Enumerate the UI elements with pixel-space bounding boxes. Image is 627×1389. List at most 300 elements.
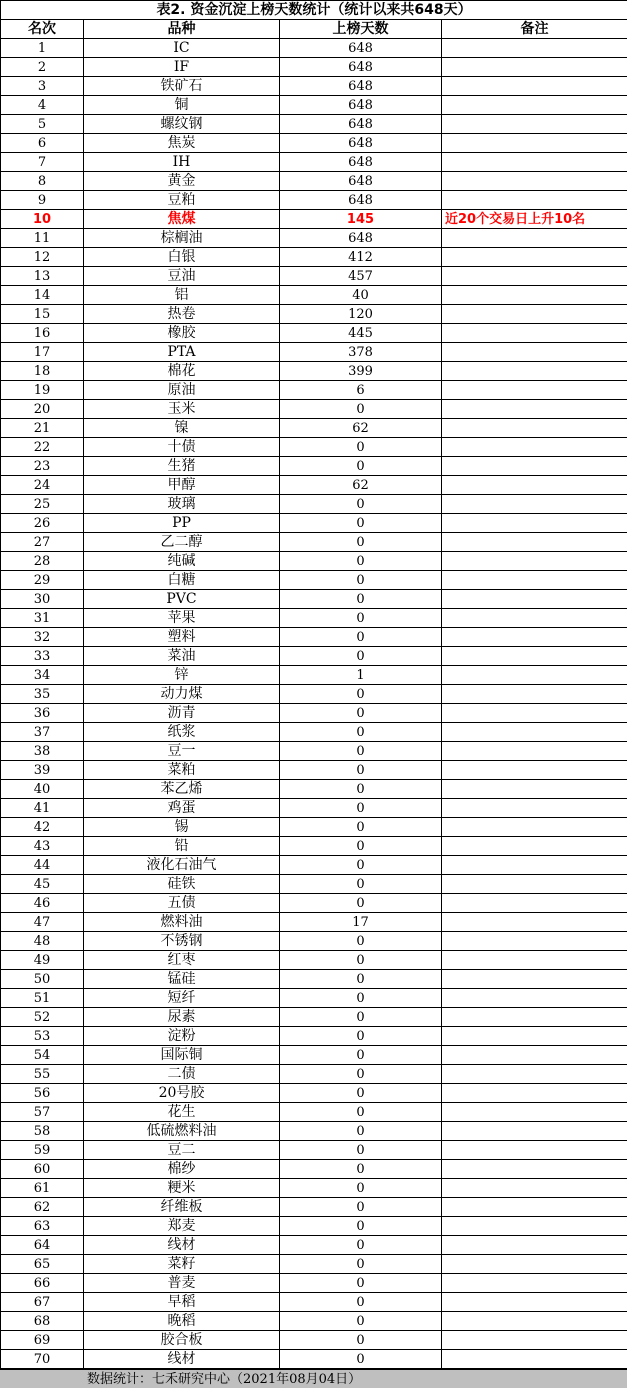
cell-note <box>442 1160 627 1179</box>
cell-rank: 49 <box>1 951 84 970</box>
cell-variety: 铁矿石 <box>84 77 280 96</box>
cell-rank: 15 <box>1 305 84 324</box>
cell-variety: IH <box>84 153 280 172</box>
table-row <box>1 1350 627 1369</box>
header-variety: 品种 <box>84 20 280 39</box>
cell-rank: 5 <box>1 115 84 134</box>
table-row <box>1 761 627 780</box>
cell-note <box>442 191 627 210</box>
cell-variety: 生猪 <box>84 457 280 476</box>
cell-days: 0 <box>280 685 442 704</box>
cell-note <box>442 1255 627 1274</box>
cell-rank: 39 <box>1 761 84 780</box>
table-row <box>1 1065 627 1084</box>
cell-days: 0 <box>280 1312 442 1331</box>
cell-rank: 12 <box>1 248 84 267</box>
cell-days: 648 <box>280 96 442 115</box>
cell-rank: 62 <box>1 1198 84 1217</box>
header-note: 备注 <box>442 20 627 39</box>
table-row <box>1 172 627 191</box>
table-row <box>1 571 627 590</box>
cell-days: 0 <box>280 1350 442 1369</box>
cell-note <box>442 1217 627 1236</box>
cell-days: 648 <box>280 77 442 96</box>
table-row <box>1 1141 627 1160</box>
cell-variety: 热卷 <box>84 305 280 324</box>
table-row <box>1 894 627 913</box>
cell-rank: 36 <box>1 704 84 723</box>
table-row <box>1 1046 627 1065</box>
cell-days: 1 <box>280 666 442 685</box>
cell-days: 0 <box>280 1217 442 1236</box>
cell-rank: 46 <box>1 894 84 913</box>
table-row <box>1 1122 627 1141</box>
cell-rank: 34 <box>1 666 84 685</box>
cell-rank: 52 <box>1 1008 84 1027</box>
cell-days: 0 <box>280 571 442 590</box>
table-row <box>1 191 627 210</box>
cell-days: 0 <box>280 1065 442 1084</box>
cell-note <box>442 818 627 837</box>
cell-variety: 乙二醇 <box>84 533 280 552</box>
cell-days: 0 <box>280 495 442 514</box>
cell-note <box>442 799 627 818</box>
table-row <box>1 324 627 343</box>
table-row <box>1 1255 627 1274</box>
cell-rank: 40 <box>1 780 84 799</box>
table-row <box>1 818 627 837</box>
table-row <box>1 951 627 970</box>
cell-note: 近20个交易日上升10名 <box>442 210 627 229</box>
table-row <box>1 134 627 153</box>
table-row <box>1 286 627 305</box>
cell-variety: 花生 <box>84 1103 280 1122</box>
cell-note <box>442 438 627 457</box>
table-row <box>1 1293 627 1312</box>
cell-variety: 线材 <box>84 1236 280 1255</box>
table-row <box>1 837 627 856</box>
cell-note <box>442 647 627 666</box>
cell-days: 0 <box>280 438 442 457</box>
cell-days: 0 <box>280 1027 442 1046</box>
cell-rank: 61 <box>1 1179 84 1198</box>
cell-days: 120 <box>280 305 442 324</box>
cell-variety: 焦炭 <box>84 134 280 153</box>
cell-rank: 8 <box>1 172 84 191</box>
cell-days: 648 <box>280 134 442 153</box>
cell-rank: 6 <box>1 134 84 153</box>
table-row <box>1 1160 627 1179</box>
cell-rank: 11 <box>1 229 84 248</box>
cell-note <box>442 742 627 761</box>
cell-rank: 19 <box>1 381 84 400</box>
table-row <box>1 248 627 267</box>
cell-note <box>442 533 627 552</box>
cell-days: 0 <box>280 742 442 761</box>
cell-rank: 31 <box>1 609 84 628</box>
table-row <box>1 1008 627 1027</box>
cell-variety: 橡胶 <box>84 324 280 343</box>
cell-variety: 液化石油气 <box>84 856 280 875</box>
cell-variety: 纯碱 <box>84 552 280 571</box>
cell-rank: 33 <box>1 647 84 666</box>
cell-rank: 68 <box>1 1312 84 1331</box>
cell-note <box>442 305 627 324</box>
cell-note <box>442 1350 627 1369</box>
cell-rank: 22 <box>1 438 84 457</box>
cell-variety: 玉米 <box>84 400 280 419</box>
cell-variety: 豆二 <box>84 1141 280 1160</box>
cell-note <box>442 343 627 362</box>
cell-rank: 4 <box>1 96 84 115</box>
cell-note <box>442 894 627 913</box>
table-row <box>1 476 627 495</box>
cell-variety: 胶合板 <box>84 1331 280 1350</box>
cell-variety: 燃料油 <box>84 913 280 932</box>
cell-variety: 红枣 <box>84 951 280 970</box>
cell-rank: 66 <box>1 1274 84 1293</box>
cell-variety: 菜粕 <box>84 761 280 780</box>
cell-note <box>442 1103 627 1122</box>
table-row <box>1 229 627 248</box>
cell-note <box>442 286 627 305</box>
cell-variety: 五债 <box>84 894 280 913</box>
cell-days: 648 <box>280 229 442 248</box>
cell-variety: 鸡蛋 <box>84 799 280 818</box>
cell-rank: 43 <box>1 837 84 856</box>
table-row <box>1 1217 627 1236</box>
cell-days: 0 <box>280 894 442 913</box>
cell-days: 648 <box>280 172 442 191</box>
cell-note <box>442 685 627 704</box>
table-row <box>1 1312 627 1331</box>
cell-days: 145 <box>280 210 442 229</box>
cell-days: 648 <box>280 39 442 58</box>
cell-variety: 十债 <box>84 438 280 457</box>
table-row <box>1 343 627 362</box>
cell-days: 0 <box>280 1008 442 1027</box>
cell-note <box>442 1008 627 1027</box>
cell-note <box>442 324 627 343</box>
cell-days: 648 <box>280 58 442 77</box>
cell-rank: 41 <box>1 799 84 818</box>
cell-variety: PTA <box>84 343 280 362</box>
cell-variety: 铜 <box>84 96 280 115</box>
table-row <box>1 457 627 476</box>
cell-variety: 塑料 <box>84 628 280 647</box>
cell-rank: 55 <box>1 1065 84 1084</box>
cell-variety: 豆油 <box>84 267 280 286</box>
cell-note <box>442 932 627 951</box>
cell-variety: 白糖 <box>84 571 280 590</box>
cell-days: 412 <box>280 248 442 267</box>
cell-rank: 58 <box>1 1122 84 1141</box>
cell-rank: 47 <box>1 913 84 932</box>
cell-variety: 铝 <box>84 286 280 305</box>
cell-note <box>442 1312 627 1331</box>
table-row <box>1 381 627 400</box>
cell-variety: 线材 <box>84 1350 280 1369</box>
cell-variety: PVC <box>84 590 280 609</box>
cell-variety: 锡 <box>84 818 280 837</box>
cell-rank: 65 <box>1 1255 84 1274</box>
table-row <box>1 1198 627 1217</box>
table-row <box>1 115 627 134</box>
cell-days: 0 <box>280 1046 442 1065</box>
cell-variety: 棉纱 <box>84 1160 280 1179</box>
cell-rank: 16 <box>1 324 84 343</box>
cell-rank: 17 <box>1 343 84 362</box>
cell-note <box>442 571 627 590</box>
cell-rank: 45 <box>1 875 84 894</box>
cell-variety: 黄金 <box>84 172 280 191</box>
cell-days: 0 <box>280 533 442 552</box>
cell-rank: 29 <box>1 571 84 590</box>
cell-days: 0 <box>280 837 442 856</box>
header-row <box>1 20 627 39</box>
cell-variety: 国际铜 <box>84 1046 280 1065</box>
table-row <box>1 723 627 742</box>
table-row <box>1 932 627 951</box>
cell-note <box>442 134 627 153</box>
cell-rank: 64 <box>1 1236 84 1255</box>
cell-rank: 25 <box>1 495 84 514</box>
cell-days: 0 <box>280 514 442 533</box>
table-row <box>1 1274 627 1293</box>
cell-note <box>442 1046 627 1065</box>
cell-variety: 晚稻 <box>84 1312 280 1331</box>
cell-note <box>442 476 627 495</box>
cell-note <box>442 96 627 115</box>
cell-variety: 20号胶 <box>84 1084 280 1103</box>
cell-rank: 28 <box>1 552 84 571</box>
cell-note <box>442 1331 627 1350</box>
cell-days: 0 <box>280 951 442 970</box>
cell-variety: 淀粉 <box>84 1027 280 1046</box>
cell-note <box>442 115 627 134</box>
cell-days: 0 <box>280 647 442 666</box>
cell-variety: 沥青 <box>84 704 280 723</box>
cell-rank: 57 <box>1 1103 84 1122</box>
cell-note <box>442 1084 627 1103</box>
cell-days: 0 <box>280 799 442 818</box>
header-days: 上榜天数 <box>280 20 442 39</box>
cell-rank: 23 <box>1 457 84 476</box>
cell-days: 457 <box>280 267 442 286</box>
cell-days: 0 <box>280 1122 442 1141</box>
cell-rank: 26 <box>1 514 84 533</box>
cell-note <box>442 1141 627 1160</box>
cell-note <box>442 362 627 381</box>
cell-variety: IF <box>84 58 280 77</box>
cell-days: 399 <box>280 362 442 381</box>
cell-variety: 动力煤 <box>84 685 280 704</box>
cell-variety: 螺纹钢 <box>84 115 280 134</box>
cell-variety: 短纤 <box>84 989 280 1008</box>
cell-days: 0 <box>280 1274 442 1293</box>
cell-variety: 焦煤 <box>84 210 280 229</box>
cell-days: 0 <box>280 628 442 647</box>
cell-note <box>442 514 627 533</box>
table-row <box>1 77 627 96</box>
cell-rank: 63 <box>1 1217 84 1236</box>
cell-rank: 35 <box>1 685 84 704</box>
table-row <box>1 419 627 438</box>
cell-rank: 21 <box>1 419 84 438</box>
cell-rank: 27 <box>1 533 84 552</box>
cell-rank: 44 <box>1 856 84 875</box>
table-row <box>1 1103 627 1122</box>
cell-note <box>442 381 627 400</box>
table-row <box>1 267 627 286</box>
cell-variety: 尿素 <box>84 1008 280 1027</box>
table-row <box>1 1179 627 1198</box>
cell-days: 0 <box>280 856 442 875</box>
cell-days: 0 <box>280 723 442 742</box>
header-rank: 名次 <box>1 20 84 39</box>
cell-variety: 苹果 <box>84 609 280 628</box>
cell-variety: 低硫燃料油 <box>84 1122 280 1141</box>
cell-variety: 菜籽 <box>84 1255 280 1274</box>
cell-variety: IC <box>84 39 280 58</box>
cell-note <box>442 229 627 248</box>
cell-note <box>442 419 627 438</box>
table-body <box>1 39 627 1369</box>
table-row <box>1 39 627 58</box>
table-row <box>1 495 627 514</box>
cell-days: 0 <box>280 1236 442 1255</box>
cell-rank: 32 <box>1 628 84 647</box>
table-row <box>1 1027 627 1046</box>
cell-note <box>442 1065 627 1084</box>
cell-variety: 白银 <box>84 248 280 267</box>
cell-rank: 1 <box>1 39 84 58</box>
table-row <box>1 305 627 324</box>
cell-days: 0 <box>280 1179 442 1198</box>
cell-note <box>442 39 627 58</box>
table-row <box>1 970 627 989</box>
cell-rank: 13 <box>1 267 84 286</box>
cell-variety: 豆一 <box>84 742 280 761</box>
cell-note <box>442 628 627 647</box>
cell-note <box>442 1179 627 1198</box>
cell-variety: 郑麦 <box>84 1217 280 1236</box>
cell-note <box>442 989 627 1008</box>
cell-days: 0 <box>280 552 442 571</box>
cell-variety: 菜油 <box>84 647 280 666</box>
table-row <box>1 685 627 704</box>
cell-rank: 30 <box>1 590 84 609</box>
footer-source: 数据统计：七禾研究中心（2021年08月04日） <box>0 1369 627 1388</box>
table-row <box>1 438 627 457</box>
table-row <box>1 913 627 932</box>
cell-note <box>442 248 627 267</box>
cell-note <box>442 875 627 894</box>
cell-days: 0 <box>280 1084 442 1103</box>
cell-days: 378 <box>280 343 442 362</box>
cell-rank: 38 <box>1 742 84 761</box>
cell-variety: 二债 <box>84 1065 280 1084</box>
cell-variety: 甲醇 <box>84 476 280 495</box>
cell-variety: 棉花 <box>84 362 280 381</box>
cell-rank: 14 <box>1 286 84 305</box>
cell-note <box>442 761 627 780</box>
cell-rank: 7 <box>1 153 84 172</box>
cell-variety: 原油 <box>84 381 280 400</box>
cell-days: 6 <box>280 381 442 400</box>
table-row <box>1 514 627 533</box>
cell-variety: 棕榈油 <box>84 229 280 248</box>
table-row <box>1 96 627 115</box>
table-row <box>1 362 627 381</box>
cell-note <box>442 77 627 96</box>
cell-note <box>442 457 627 476</box>
cell-variety: 早稻 <box>84 1293 280 1312</box>
cell-note <box>442 666 627 685</box>
cell-note <box>442 1198 627 1217</box>
cell-days: 40 <box>280 286 442 305</box>
table-row <box>1 989 627 1008</box>
cell-days: 62 <box>280 419 442 438</box>
table-row <box>1 628 627 647</box>
table-row <box>1 742 627 761</box>
cell-rank: 53 <box>1 1027 84 1046</box>
cell-note <box>442 723 627 742</box>
cell-days: 0 <box>280 1331 442 1350</box>
cell-days: 445 <box>280 324 442 343</box>
table-row <box>1 153 627 172</box>
cell-variety: 粳米 <box>84 1179 280 1198</box>
cell-rank: 37 <box>1 723 84 742</box>
cell-variety: 玻璃 <box>84 495 280 514</box>
cell-days: 0 <box>280 989 442 1008</box>
cell-note <box>442 1293 627 1312</box>
cell-note <box>442 1236 627 1255</box>
cell-rank: 50 <box>1 970 84 989</box>
table-row <box>1 647 627 666</box>
table-row <box>1 780 627 799</box>
table-row <box>1 590 627 609</box>
table-row <box>1 533 627 552</box>
cell-note <box>442 913 627 932</box>
table-row <box>1 552 627 571</box>
cell-note <box>442 970 627 989</box>
cell-days: 0 <box>280 704 442 723</box>
table-row <box>1 58 627 77</box>
cell-rank: 59 <box>1 1141 84 1160</box>
cell-rank: 60 <box>1 1160 84 1179</box>
cell-variety: 不锈钢 <box>84 932 280 951</box>
cell-days: 0 <box>280 761 442 780</box>
cell-days: 0 <box>280 1255 442 1274</box>
cell-days: 648 <box>280 115 442 134</box>
cell-days: 0 <box>280 818 442 837</box>
table-row <box>1 666 627 685</box>
cell-note <box>442 495 627 514</box>
cell-days: 0 <box>280 590 442 609</box>
cell-variety: 镍 <box>84 419 280 438</box>
cell-rank: 18 <box>1 362 84 381</box>
cell-rank: 20 <box>1 400 84 419</box>
cell-variety: 硅铁 <box>84 875 280 894</box>
table-row <box>1 609 627 628</box>
cell-variety: 普麦 <box>84 1274 280 1293</box>
cell-note <box>442 1027 627 1046</box>
cell-variety: 铅 <box>84 837 280 856</box>
cell-rank: 69 <box>1 1331 84 1350</box>
cell-note <box>442 951 627 970</box>
table-row <box>1 1084 627 1103</box>
